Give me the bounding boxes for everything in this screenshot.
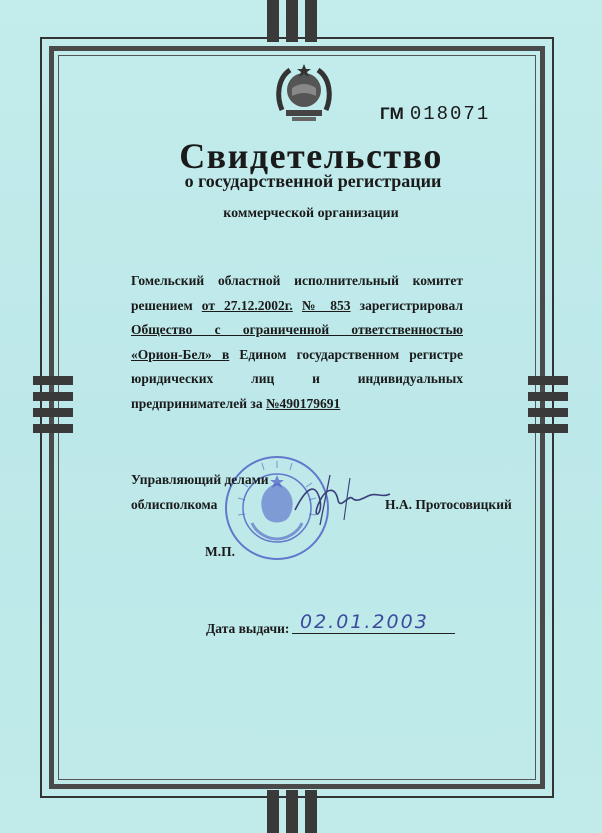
series-prefix: ГМ [380,104,404,123]
body-line-4: «Орион-Бел» в Едином государственном регистре [131,346,463,362]
company-form: Общество с ограниченной ответственностью [131,322,463,337]
serial-number [380,103,490,125]
body-line-1: Гомельский областной исполнительный комитет [131,273,463,288]
decision-date: от 27.12.2002г. [201,297,293,313]
issue-date-label: Дата выдачи: [206,621,290,636]
company-name: «Орион-Бел» в [131,346,230,362]
registration-number: №490179691 [265,395,341,411]
signatory-title-line1: Управляющий делами [131,472,269,487]
document-subtitle: о государственной регистрации [184,171,442,191]
coat-of-arms-icon [272,60,336,128]
document-title: Свидетельство [179,136,443,176]
signatory-title-line2: облисполкома [131,497,218,512]
decision-number: № 853 [301,297,351,313]
registration-text [131,269,463,416]
right-ornament [528,376,568,433]
organization-type: коммерческой организации [223,206,399,221]
bottom-ornament [267,790,317,833]
issue-date-value: 02.01.2003 [300,611,429,633]
handwritten-signature [290,470,400,530]
body-line-6: предпринимателей за №490179691 [131,395,341,411]
issue-date-underline [292,633,455,634]
left-ornament [33,376,73,433]
top-ornament [267,0,317,42]
signatory-name: Н.А. Протосовицкий [385,497,512,512]
seal-place-label: М.П. [205,544,235,559]
body-line-5: юридических лиц и индивидуальных [131,371,463,386]
serial-digits: 018071 [409,103,491,125]
body-line-2: решением от 27.12.2002г. № 853 зарегистрировал [131,297,463,313]
